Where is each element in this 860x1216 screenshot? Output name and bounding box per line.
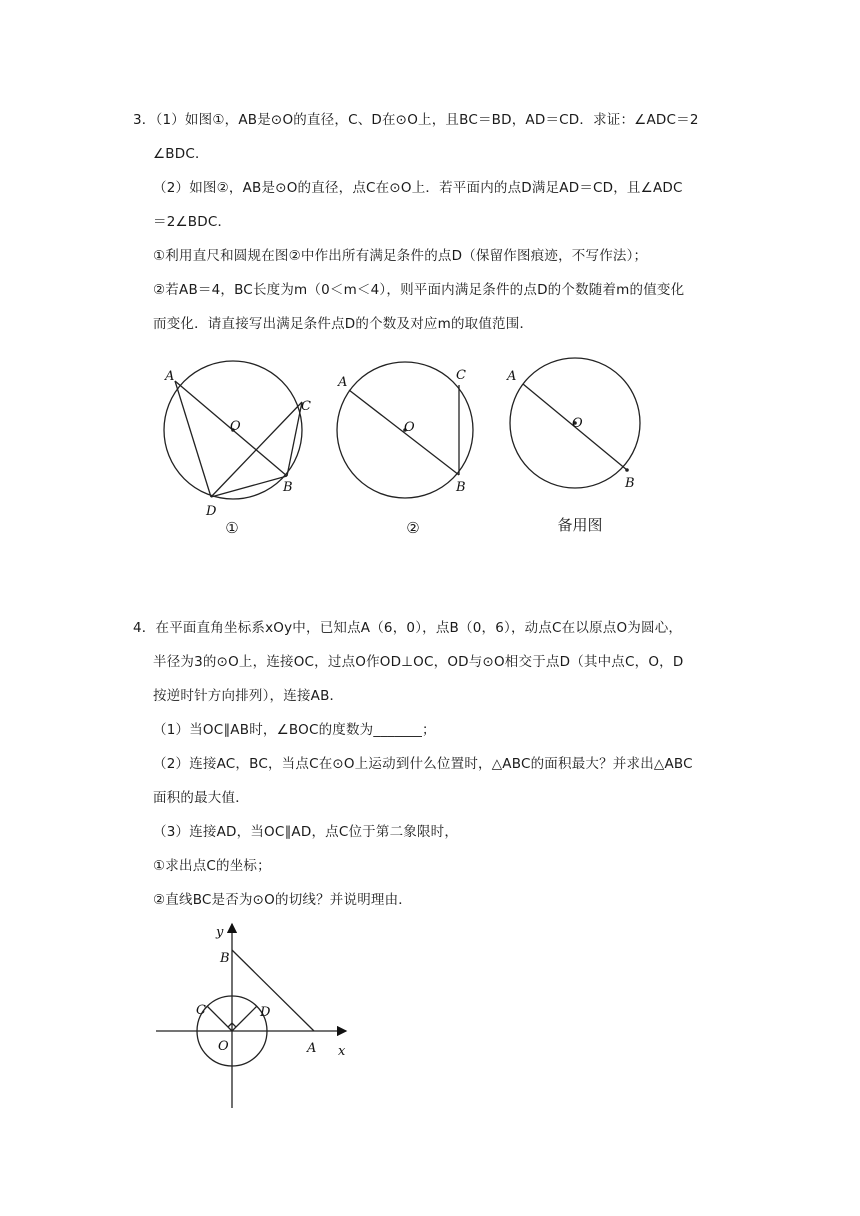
- q4-line-9: ②直线BC是否为⊙O的切线？并说明理由．: [153, 892, 412, 908]
- fig1-label-o: O: [230, 419, 241, 434]
- q3-line-6: ②若AB＝4，BC长度为m（0＜m＜4），则平面内满足条件的点D的个数随着m的值变化: [153, 282, 685, 298]
- fig1-label-d: D: [206, 504, 217, 519]
- fig2-label-c: C: [456, 368, 466, 383]
- fig2-label-a: A: [338, 375, 348, 390]
- q4-line-2: 半径为3的⊙O上，连接OC，过点O作OD⊥OC，OD与⊙O相交于点D（其中点C，O，D: [153, 654, 684, 670]
- q3-line-3: （2）如图②，AB是⊙O的直径，点C在⊙O上．若平面内的点D满足AD＝CD，且∠ADC: [153, 180, 683, 196]
- figure-1: [150, 360, 320, 520]
- label-y: y: [216, 925, 224, 940]
- coordinate-figure: [150, 920, 360, 1115]
- fig1-label-c: C: [301, 399, 311, 414]
- q4-line-4: （1）当OC∥AB时，∠BOC的度数为_______；: [153, 722, 436, 738]
- fig2-label-o: O: [404, 420, 415, 435]
- backup-label-b: B: [625, 476, 635, 491]
- fig1-segment-db: [211, 476, 287, 497]
- figure-backup: [495, 360, 665, 520]
- q4-line-8: ①求出点C的坐标；: [153, 858, 271, 874]
- label-b: B: [220, 951, 230, 966]
- q3-line-5: ①利用直尺和圆规在图②中作出所有满足条件的点D（保留作图痕迹，不写作法）；: [153, 248, 648, 264]
- fig2-caption: ②: [406, 519, 420, 537]
- q3-line-4: ＝2∠BDC．: [153, 214, 232, 230]
- fig2-label-b: B: [456, 480, 466, 495]
- figure-2: [325, 360, 495, 520]
- fig1-caption: ①: [225, 519, 239, 537]
- fig1-segment-cb: [287, 402, 302, 476]
- q3-line-2: ∠BDC．: [153, 146, 209, 162]
- label-x: x: [338, 1044, 346, 1059]
- q4-line-3: 按逆时针方向排列），连接AB．: [153, 688, 344, 704]
- label-a: A: [307, 1041, 317, 1056]
- label-c: C: [196, 1003, 206, 1018]
- label-o: O: [218, 1039, 229, 1054]
- q4-line-1: 4．在平面直角坐标系xOy中，已知点A（6，0），点B（0，6），动点C在以原点O为圆心，: [133, 620, 683, 636]
- q3-line-1: 3．（1）如图①，AB是⊙O的直径，C、D在⊙O上，且BC＝BD，AD＝CD．求证：∠ADC＝2: [133, 112, 699, 128]
- fig1-label-a: A: [165, 369, 175, 384]
- q4-line-7: （3）连接AD，当OC∥AD，点C位于第二象限时，: [153, 824, 459, 840]
- backup-label-a: A: [507, 369, 517, 384]
- backup-label-o: O: [572, 416, 583, 431]
- q4-line-5: （2）连接AC，BC，当点C在⊙O上运动到什么位置时，△ABC的面积最大？并求出△ABC: [153, 756, 693, 772]
- backup-caption: 备用图: [557, 516, 603, 534]
- label-d: D: [260, 1005, 271, 1020]
- q4-line-6: 面积的最大值．: [153, 790, 249, 806]
- q3-line-7: 而变化．请直接写出满足条件点D的个数及对应m的取值范围．: [153, 316, 534, 332]
- fig1-label-b: B: [283, 480, 293, 495]
- fig1-segment-ad: [175, 381, 211, 497]
